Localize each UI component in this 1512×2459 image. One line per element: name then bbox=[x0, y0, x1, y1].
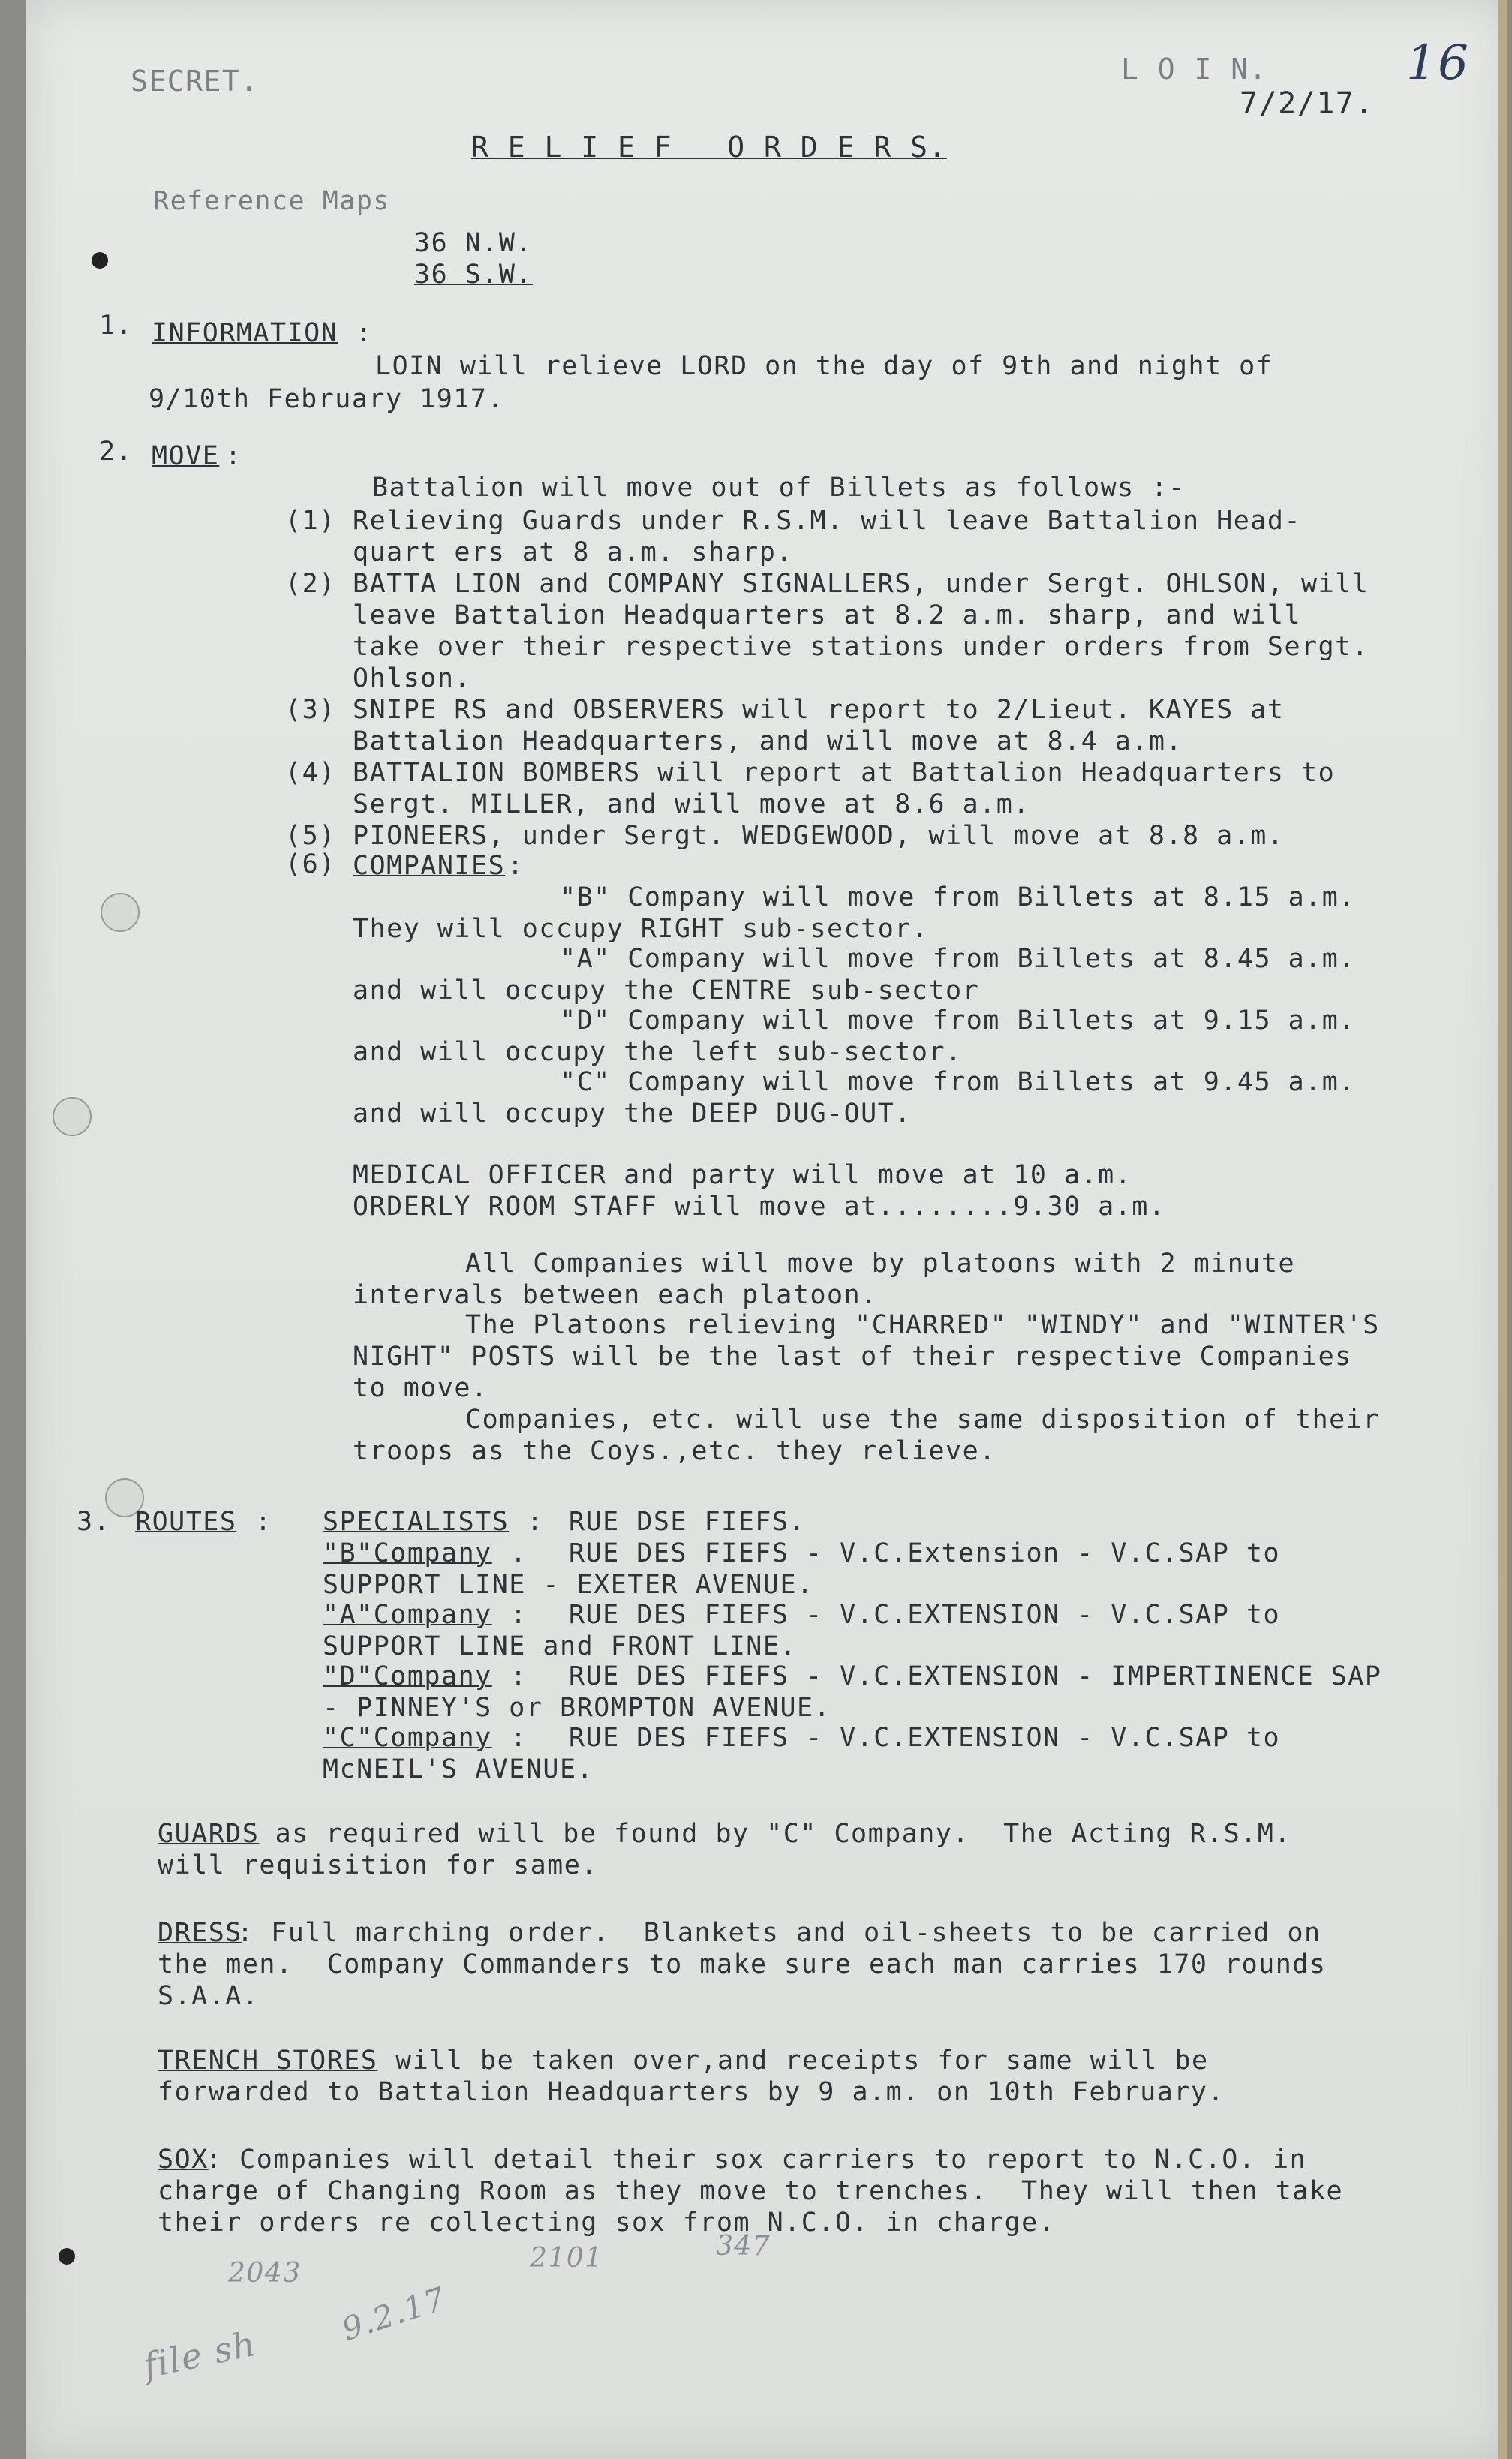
sox-label: SOX bbox=[158, 2145, 209, 2175]
company-move: "D" Company will move from Billets at 9.15 a.m. bbox=[560, 1006, 1356, 1036]
section-heading-move: MOVE bbox=[152, 441, 220, 471]
medical-officer-move: MEDICAL OFFICER and party will move at 10 a.m. bbox=[353, 1160, 1132, 1190]
dress-label: DRESS bbox=[158, 1918, 242, 1948]
orderly-room-move: ORDERLY ROOM STAFF will move at........9.30 a.m. bbox=[353, 1192, 1166, 1222]
guards-label: GUARDS bbox=[158, 1819, 260, 1849]
trench-stores-label: TRENCH STORES bbox=[158, 2046, 378, 2076]
move-item-text: leave Battalion Headquarters at 8.2 a.m. sharp, and will bbox=[353, 600, 1302, 630]
move-item-text: BATTA LION and COMPANY SIGNALLERS, under Sergt. OHLSON, will bbox=[353, 569, 1369, 599]
punch-hole bbox=[101, 893, 140, 932]
route-label-sep: : bbox=[510, 1661, 528, 1691]
information-text: 9/10th February 1917. bbox=[149, 384, 505, 414]
guards-text: will requisition for same. bbox=[158, 1850, 598, 1880]
route-text: RUE DES FIEFS - V.C.EXTENSION - V.C.SAP to bbox=[569, 1723, 1281, 1753]
companies-heading: COMPANIES bbox=[353, 851, 506, 881]
folio-number: 16 bbox=[1406, 35, 1470, 91]
company-sector: and will occupy the left sub-sector. bbox=[353, 1037, 963, 1067]
pencil-file-date: 9.2.17 bbox=[337, 2280, 451, 2348]
item-number: (5) bbox=[285, 821, 336, 851]
route-label-sep: : bbox=[510, 1723, 528, 1753]
pencil-note: 2101 bbox=[530, 2243, 603, 2274]
reference-maps-label: Reference Maps bbox=[153, 186, 391, 216]
move-paragraph: The Platoons relieving "CHARRED" "WINDY" and "WINTER'S bbox=[465, 1310, 1380, 1340]
item-number: (3) bbox=[285, 695, 336, 725]
section-heading-routes: ROUTES bbox=[135, 1507, 237, 1537]
route-text: RUE DSE FIEFS. bbox=[569, 1507, 807, 1537]
company-move: "C" Company will move from Billets at 9.45 a.m. bbox=[560, 1067, 1356, 1097]
move-item-text: take over their respective stations under orders from Sergt. bbox=[353, 632, 1369, 662]
heading-colon: : bbox=[356, 318, 373, 348]
punch-hole-dark bbox=[92, 252, 108, 269]
pencil-note: 2043 bbox=[228, 2258, 302, 2289]
punch-hole bbox=[53, 1097, 92, 1136]
company-sector: and will occupy the CENTRE sub-sector bbox=[353, 975, 980, 1006]
route-text: SUPPORT LINE - EXETER AVENUE. bbox=[323, 1570, 814, 1600]
section-number: 3. bbox=[77, 1507, 111, 1537]
document-title: R E L I E F O R D E R S. bbox=[471, 131, 947, 164]
route-label: SPECIALISTS bbox=[323, 1507, 510, 1537]
heading-colon: : bbox=[255, 1507, 272, 1537]
move-item-text: SNIPE RS and OBSERVERS will report to 2/Lieut. KAYES at bbox=[353, 695, 1285, 725]
route-text: RUE DES FIEFS - V.C.EXTENSION - V.C.SAP to bbox=[569, 1600, 1281, 1630]
trench-stores-text: forwarded to Battalion Headquarters by 9 a.m. on 10th February. bbox=[158, 2077, 1225, 2107]
trench-stores-text: will be taken over,and receipts for same will be bbox=[362, 2046, 1209, 2076]
move-item-text: Relieving Guards under R.S.M. will leave Battalion Head- bbox=[353, 506, 1302, 536]
move-intro: Battalion will move out of Billets as follows :- bbox=[372, 473, 1186, 503]
punch-hole-dark bbox=[59, 2248, 75, 2265]
dress-text: : Full marching order. Blankets and oil-sheets to be carried on bbox=[237, 1918, 1321, 1948]
section-heading-information: INFORMATION bbox=[152, 318, 338, 348]
secret-marking: SECRET. bbox=[131, 65, 259, 98]
map-reference: 36 N.W. bbox=[414, 228, 534, 258]
route-text: - PINNEY'S or BROMPTON AVENUE. bbox=[323, 1693, 831, 1723]
heading-colon: : bbox=[225, 441, 242, 471]
route-text: RUE DES FIEFS - V.C.EXTENSION - IMPERTINENCE SAP bbox=[569, 1661, 1382, 1691]
route-label: "D"Company bbox=[323, 1661, 492, 1691]
heading-colon: : bbox=[507, 851, 525, 881]
move-paragraph: All Companies will move by platoons with 2 minute bbox=[465, 1249, 1296, 1279]
route-label: "A"Company bbox=[323, 1600, 492, 1630]
move-item-text: Sergt. MILLER, and will move at 8.6 a.m. bbox=[353, 789, 1030, 819]
route-label: "C"Company bbox=[323, 1723, 492, 1753]
move-item-text: Ohlson. bbox=[353, 663, 472, 693]
route-label-sep: : bbox=[527, 1507, 544, 1537]
item-number: (6) bbox=[285, 849, 336, 879]
pencil-file-note: file sh bbox=[140, 2322, 260, 2387]
route-label-sep: : bbox=[510, 1600, 528, 1630]
move-paragraph: to move. bbox=[353, 1373, 488, 1403]
route-text: SUPPORT LINE and FRONT LINE. bbox=[323, 1631, 798, 1661]
move-item-text: Battalion Headquarters, and will move at 8.4 a.m. bbox=[353, 726, 1183, 756]
company-move: "A" Company will move from Billets at 8.45 a.m. bbox=[560, 944, 1356, 974]
section-number: 1. bbox=[99, 311, 134, 341]
sox-text: : Companies will detail their sox carriers to report to N.C.O. in bbox=[206, 2145, 1307, 2175]
dress-text: S.A.A. bbox=[158, 1981, 260, 2011]
move-item-text: quart ers at 8 a.m. sharp. bbox=[353, 537, 793, 567]
information-text: LOIN will relieve LORD on the day of 9th and night of bbox=[375, 351, 1273, 381]
item-number: (4) bbox=[285, 758, 336, 788]
guards-text: as required will be found by "C" Company. The Acting R.S.M. bbox=[258, 1819, 1291, 1849]
section-number: 2. bbox=[99, 437, 134, 467]
move-paragraph: Companies, etc. will use the same disposition of their bbox=[465, 1405, 1380, 1435]
route-label-sep: . bbox=[510, 1538, 528, 1568]
sox-text: charge of Changing Room as they move to trenches. They will then take bbox=[158, 2176, 1344, 2206]
move-paragraph: troops as the Coys.,etc. they relieve. bbox=[353, 1436, 996, 1466]
route-text: RUE DES FIEFS - V.C.Extension - V.C.SAP to bbox=[569, 1538, 1281, 1568]
item-number: (2) bbox=[285, 569, 336, 599]
document-page bbox=[26, 0, 1507, 2459]
move-item-text: PIONEERS, under Sergt. WEDGEWOOD, will move at 8.8 a.m. bbox=[353, 821, 1285, 851]
route-label: "B"Company bbox=[323, 1538, 492, 1568]
move-paragraph: NIGHT" POSTS will be the last of their respective Companies bbox=[353, 1342, 1352, 1372]
map-reference: 36 S.W. bbox=[414, 260, 534, 290]
move-paragraph: intervals between each platoon. bbox=[353, 1280, 878, 1310]
paper-edge bbox=[1498, 0, 1507, 2459]
pencil-note: 347 bbox=[716, 2231, 771, 2262]
company-move: "B" Company will move from Billets at 8.15 a.m. bbox=[560, 882, 1356, 912]
dress-text: the men. Company Commanders to make sure each man carries 170 rounds bbox=[158, 1949, 1327, 1980]
move-item-text: BATTALION BOMBERS will report at Battalion Headquarters to bbox=[353, 758, 1336, 788]
order-date: 7/2/17. bbox=[1240, 86, 1375, 121]
item-number: (1) bbox=[285, 506, 336, 536]
unit-name: L O I N. bbox=[1121, 53, 1268, 86]
company-sector: and will occupy the DEEP DUG-OUT. bbox=[353, 1099, 912, 1129]
company-sector: They will occupy RIGHT sub-sector. bbox=[353, 914, 929, 944]
sox-text: their orders re collecting sox from N.C.O. in charge. bbox=[158, 2208, 1056, 2238]
route-text: McNEIL'S AVENUE. bbox=[323, 1754, 594, 1784]
